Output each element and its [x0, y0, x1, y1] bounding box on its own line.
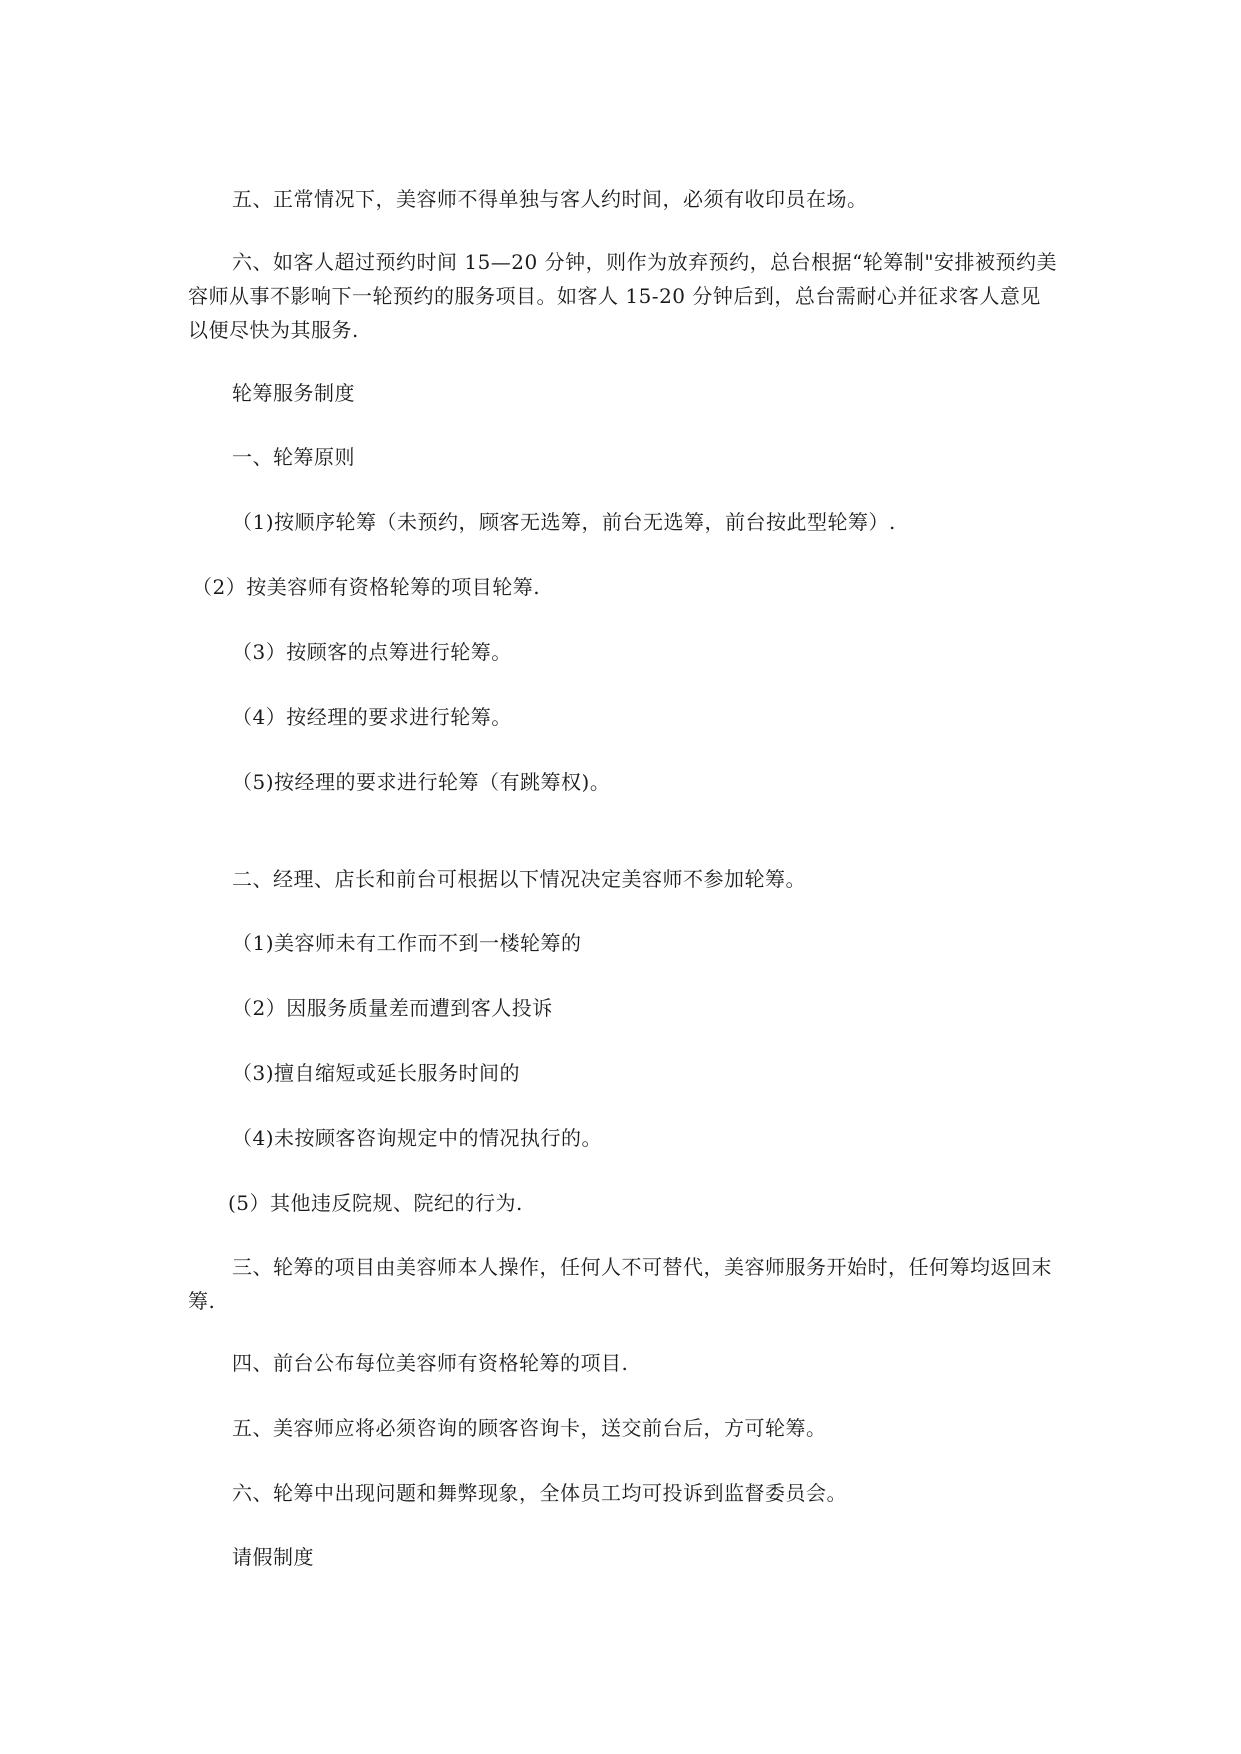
list-item-principle-5: （5)按经理的要求进行轮筹（有跳筹权)。 — [232, 770, 611, 794]
section-heading-leave-policy: 请假制度 — [232, 1545, 314, 1569]
subheading-exclusion-conditions: 二、经理、店长和前台可根据以下情况决定美容师不参加轮筹。 — [232, 867, 806, 891]
list-item-principle-3: （3）按顾客的点筹进行轮筹。 — [232, 640, 512, 664]
list-item-principle-1: （1)按顺序轮筹（未预约，顾客无选筹，前台无选筹，前台按此型轮筹）. — [232, 510, 896, 534]
section-heading-rotation-service: 轮筹服务制度 — [232, 381, 355, 405]
list-item-exclusion-3: （3)擅自缩短或延长服务时间的 — [232, 1061, 521, 1085]
paragraph-rule-5-appointments: 五、正常情况下，美容师不得单独与客人约时间，必须有收印员在场。 — [232, 187, 868, 211]
list-item-exclusion-4: （4)未按顾客咨询规定中的情况执行的。 — [232, 1126, 603, 1150]
subheading-rotation-principles: 一、轮筹原则 — [232, 445, 355, 469]
list-item-principle-4: （4）按经理的要求进行轮筹。 — [232, 705, 512, 729]
list-item-principle-2: （2）按美容师有资格轮筹的项目轮筹. — [192, 575, 541, 599]
paragraph-rule-6-complaints: 六、轮筹中出现问题和舞弊现象，全体员工均可投诉到监督委员会。 — [232, 1481, 847, 1505]
paragraph-rule-3-operation: 三、轮筹的项目由美容师本人操作，任何人不可替代，美容师服务开始时，任何筹均返回末筹. — [188, 1255, 1052, 1313]
paragraph-rule-6-late-arrival: 六、如客人超过预约时间 15—20 分钟，则作为放弃预约，总台根据“轮筹制"安排被预约美容师从事不影响下一轮预约的服务项目。如客人 15-20 分钟后到，总台需耐心并征求客人意见以便尽快为其服务. — [188, 250, 1058, 342]
paragraph-rule-5-consultation-card: 五、美容师应将必须咨询的顾客咨询卡，送交前台后，方可轮筹。 — [232, 1416, 827, 1440]
list-item-exclusion-5: (5）其他违反院规、院纪的行为. — [228, 1191, 523, 1215]
list-item-exclusion-2: （2）因服务质量差而遭到客人投诉 — [232, 996, 553, 1020]
paragraph-rule-4-publish: 四、前台公布每位美容师有资格轮筹的项目. — [232, 1351, 629, 1375]
list-item-exclusion-1: （1)美容师未有工作而不到一楼轮筹的 — [232, 931, 582, 955]
